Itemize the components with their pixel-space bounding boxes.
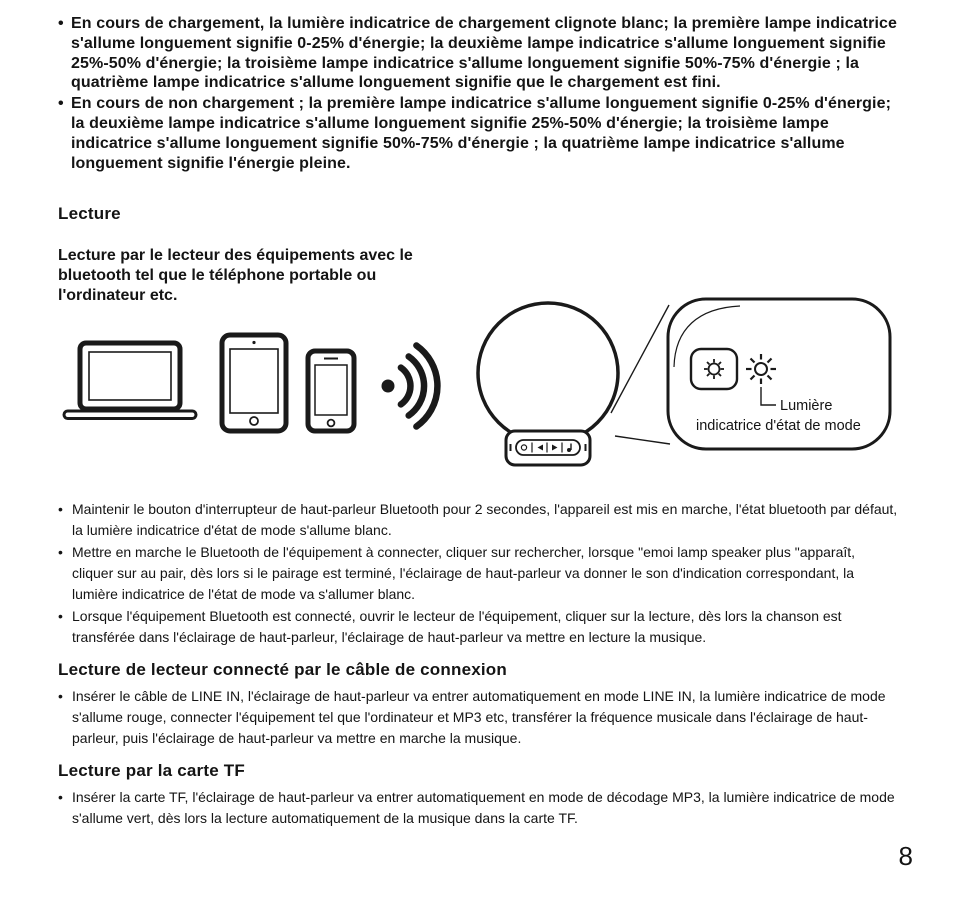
charging-section (58, 14, 899, 174)
device-illustration (58, 293, 899, 493)
tf-card-steps (58, 787, 899, 829)
charging-bullet: • En cours de chargement, la lumière indicatrice de chargement clignote blanc; la première lampe indicatrice s'allume longuement signifie 0-25% d'énergie; la deuxième lampe indicatrice s'allume longuement signifie 25%-50% d'énergie; la troisième lampe indicatrice s'allume longuement signifie 50%-75% d'énergie ; la quatrième lampe indicatrice s'allume longuement signifie que le chargement est fini. (58, 14, 899, 93)
bluetooth-playback-steps (58, 499, 899, 648)
bluetooth-step: • Lorsque l'équipement Bluetooth est connecté, ouvrir le lecteur de l'équipement, cliquer sur la lecture, dès lors la chanson est transférée dans l'éclairage de haut-parleur, l'éclairage de haut-parleur va mettre en lecture la musique. (58, 606, 899, 648)
bluetooth-step: • Mettre en marche le Bluetooth de l'équipement à connecter, cliquer sur rechercher, lorsque "emoi lamp speaker plus "apparaît, cliquer sur au pair, dès lors si le pairage est terminé, l'éclairage de haut-parleur va donner le son d'indication correspondant, la lumière indicatrice de l'état de mode va s'allumer blanc. (58, 542, 899, 605)
mode-indicator-detail (668, 299, 890, 449)
line-in-steps (58, 686, 899, 749)
speaker-lamp-icon (478, 303, 618, 465)
mode-indicator-label-line2: indicatrice d'état de mode (696, 417, 861, 434)
wireless-signal-icon (382, 345, 438, 426)
line-in-step: • Insérer le câble de LINE IN, l'éclairage de haut-parleur va entrer automatiquement en mode LINE IN, la lumière indicatrice de mode s'allume rouge, connecter l'équipement tel que l'ordinateur et MP3 etc, transférer la fréquence musicale dans l'éclairage de haut-parleur, puis l'éclairage de haut-parleur va mettre en marche la musique. (58, 686, 899, 749)
mode-indicator-label-line1: Lumière (780, 397, 833, 414)
heading-tf-card: Lecture par la carte TF (58, 760, 245, 780)
charging-bullet: • En cours de non chargement ; la première lampe indicatrice s'allume longuement signifie 0-25% d'énergie; la deuxième lampe indicatrice s'allume longuement signifie 25%-50% d'énergie; la troisième lampe indicatrice s'allume longuement signifie 50%-75% d'énergie ; la quatrième lampe indicatrice s'allume longuement signifie l'énergie pleine. (58, 94, 899, 173)
smartphone-icon (308, 351, 354, 431)
callout-lines (611, 305, 670, 444)
tf-card-step: • Insérer la carte TF, l'éclairage de haut-parleur va entrer automatiquement en mode de décodage MP3, la lumière indicatrice de mode s'allume vert, dès lors la lecture automatiquement de la musique dans la carte TF. (58, 787, 899, 829)
tablet-icon (222, 335, 286, 431)
heading-line-in: Lecture de lecteur connecté par le câble de connexion (58, 659, 507, 679)
page-number: 8 (898, 841, 913, 871)
bluetooth-step: • Maintenir le bouton d'interrupteur de haut-parleur Bluetooth pour 2 secondes, l'appareil est mis en marche, l'état bluetooth par défaut, la lumière indicatrice d'état de mode s'allume blanc. (58, 499, 899, 541)
laptop-icon (64, 343, 196, 419)
illustration-svg (58, 293, 899, 493)
heading-lecture: Lecture (58, 203, 121, 223)
lecture-intro: Lecture par le lecteur des équipements avec le bluetooth tel que le téléphone portable ou l'ordinateur etc. (58, 246, 413, 305)
